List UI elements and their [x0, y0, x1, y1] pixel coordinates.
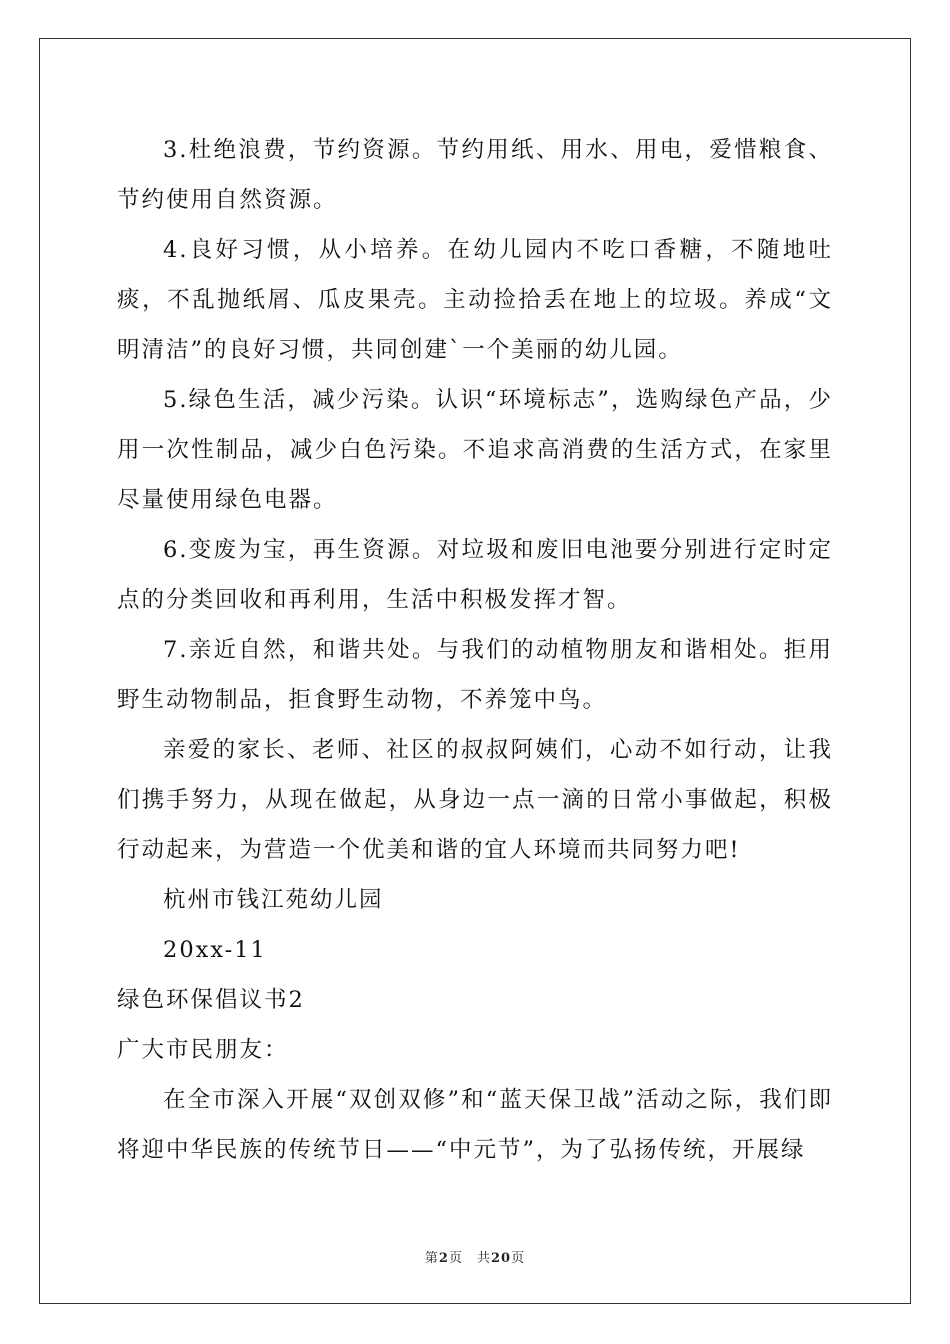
footer-total-suffix: 页 — [511, 1251, 526, 1266]
document-body — [117, 125, 833, 1175]
paragraph-item-4: 4.良好习惯，从小培养。在幼儿园内不吃口香糖，不随地吐痰，不乱抛纸屑、瓜皮果壳。主动捡拾丢在地上的垃圾。养成“文明清洁”的良好习惯，共同创建`一个美丽的幼儿园。 — [117, 237, 833, 363]
footer-page-suffix: 页 — [448, 1251, 463, 1266]
footer-total-prefix: 共 — [476, 1251, 491, 1266]
footer-total-pages: 20 — [490, 1251, 512, 1266]
closing-paragraph: 亲爱的家长、老师、社区的叔叔阿姨们，心动不如行动，让我们携手努力，从现在做起，从身边一点一滴的日常小事做起，积极行动起来，为营造一个优美和谐的宜人环境而共同努力吧! — [117, 737, 833, 863]
intro-paragraph: 在全市深入开展“双创双修”和“蓝天保卫战”活动之际，我们即将迎中华民族的传统节日——“中元节”，为了弘扬传统，开展绿 — [117, 1087, 833, 1163]
footer-page-number: 2 — [438, 1251, 449, 1266]
paragraph-item-6: 6.变废为宝，再生资源。对垃圾和废旧电池要分别进行定时定点的分类回收和再利用，生活中积极发挥才智。 — [117, 537, 833, 613]
section-title: 绿色环保倡议书2 — [117, 987, 305, 1013]
paragraph-item-5: 5.绿色生活，减少污染。认识“环境标志”，选购绿色产品，少用一次性制品，减少白色污染。不追求高消费的生活方式，在家里尽量使用绿色电器。 — [117, 387, 833, 513]
paragraph-item-7: 7.亲近自然，和谐共处。与我们的动植物朋友和谐相处。拒用野生动物制品，拒食野生动物，不养笼中鸟。 — [117, 637, 833, 713]
page-footer — [0, 1247, 950, 1266]
footer-page-prefix: 第 — [424, 1251, 439, 1266]
date-line: 20xx-11 — [163, 937, 267, 963]
signature-line: 杭州市钱江苑幼儿园 — [163, 887, 384, 913]
salutation: 广大市民朋友： — [117, 1037, 289, 1063]
paragraph-item-3: 3.杜绝浪费，节约资源。节约用纸、用水、用电，爱惜粮食、节约使用自然资源。 — [117, 137, 833, 213]
